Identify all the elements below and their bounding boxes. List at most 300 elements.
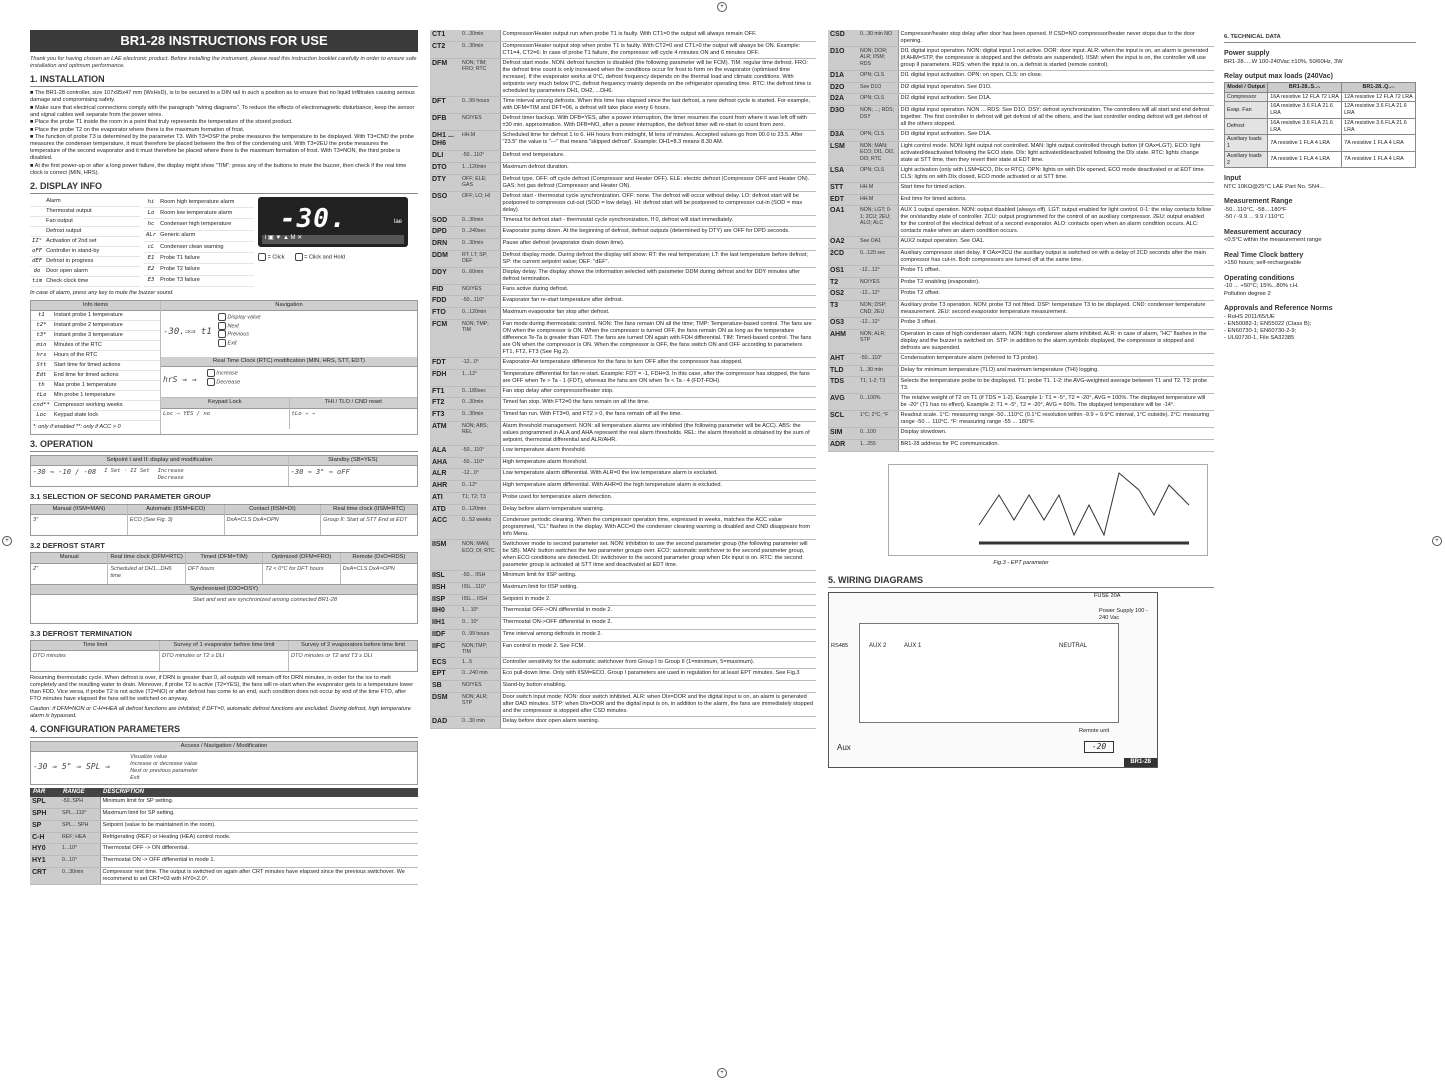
param-row-iism	[430, 540, 816, 571]
relay-table	[1224, 82, 1416, 169]
param-row-fid	[430, 284, 816, 296]
param-range: REF; HEA	[60, 832, 100, 844]
param-row-iih0	[430, 606, 816, 618]
info-items-list	[31, 311, 160, 421]
click-legend	[258, 253, 418, 261]
param-range: OPN; CLS	[858, 70, 898, 82]
col-body: DFT hours	[187, 565, 215, 572]
param-range: OPN; CLS	[858, 130, 898, 142]
param-description: Door switch input mode: NON: door switch inhibited. ALR: when DIx=DOR and the digital input is on, an alarm is generated after DAD minutes. STP: when DIx=DOR and the digital input is on, in addition to the alarm, the fans are immediately stopped and the compressor is stopped after CSD minutes.	[500, 692, 816, 716]
param-description: Switchover mode to second parameter set. NON: inhibition to use the second parameter group (the following parameter will be SB). MAN: button switches the two parameter groups over. ECO: automatic switchover to the second parameter group, when ECO conditions are detected. DI: switchover to the second parameter group when DIx input is on. RTC: the second parameter group is activated at STT time and deactivated at EDT time.	[500, 540, 816, 571]
param-row-d2a	[828, 94, 1214, 106]
param-description: Display delay. The display shows the information selected with parameter DDM during defrost and for DDY minutes after defrost termination.	[500, 267, 816, 284]
legend-text: Keypad state lock	[52, 410, 160, 420]
legend-row	[31, 390, 160, 400]
range-heading: Measurement Range	[1224, 198, 1293, 206]
legend-glyph: cnd**	[31, 400, 52, 410]
param-range: 0...180sec	[460, 386, 500, 398]
param-range: NON; TMP; TIM	[460, 319, 500, 357]
legend-glyph: hc	[144, 219, 158, 230]
relay-heading: Relay output max loads (240Vac)	[1224, 73, 1333, 81]
param-row-t2	[828, 277, 1214, 289]
legend-text: Probe T2 failure	[158, 264, 254, 275]
legend-glyph: dEF	[30, 256, 44, 266]
param-description: Compressor rest time. The output is switched on again after CRT minutes have elapsed since the previous switchover. We recommend to set CRT=03 with HY0<2.0°.	[100, 867, 418, 884]
power-value: BR1-28.....W 100-240Vac ±10%, 50/60Hz, 3W	[1224, 58, 1343, 65]
param-description: Stand-by button enabling.	[500, 681, 816, 693]
param-name: D3A	[828, 130, 858, 142]
param-name: FT2	[430, 398, 460, 410]
param-name: FDH	[430, 369, 460, 386]
col-head: Automatic (IISM=ECO)	[128, 505, 224, 515]
param-row-sim	[828, 428, 1214, 440]
legend-glyph: E1	[144, 253, 158, 264]
param-row-2cd	[828, 248, 1214, 265]
param-description: Probe T2 offset.	[898, 289, 1214, 301]
relay-cell: 7A resistive 1 FLA 4 LRA	[1268, 151, 1342, 168]
approval-item: - EN60730-1; EN60730-2-9;	[1224, 328, 1297, 335]
caution-text: Caution: if DFM=NON or C-H=HEA all defrost functions are inhibited; if DFT=0, automatic defrost functions are excluded. During defrost, high temperature alarm is bypassed.	[30, 706, 411, 720]
param-range: 1°C; 2°C; °F	[858, 411, 898, 428]
legend-glyph: oFF	[30, 246, 44, 256]
param-row-iifc	[430, 641, 816, 657]
param-range: 0...99 hours	[460, 96, 500, 113]
col-body: DTO minutes or T2 and T3 ≥ DLI	[291, 653, 373, 660]
col-head: Contact (IISM=DI)	[225, 505, 321, 515]
rtc-battery-heading: Real Time Clock battery	[1224, 251, 1304, 259]
reset-body: tLo ⇒ ⇒	[291, 410, 316, 417]
relay-col: BR1-28..Q..-.	[1342, 82, 1416, 92]
range-value: -50...110°C, -58....180°F	[1224, 207, 1287, 214]
param-description: DI3 digital input operation. NON ... RDS: See D1O. DSY: defrost synchronization. The controllers will all start and end defrost together. The first controller in defrost will get defrost of all the others, and the last controller ending defrost will get defrost of all the others stopped.	[898, 106, 1214, 130]
param-range: HH.M	[858, 182, 898, 194]
col-range: RANGE	[60, 788, 100, 798]
param-row-d3o	[828, 106, 1214, 130]
param-name: SOD	[430, 215, 460, 227]
installation-item: ■ Make sure that electrical connections comply with the paragraph "wiring diagrams". To reduce the effects of electromagnetic disturbance, keep the sensor and signal cables well separate from the power wires.	[30, 104, 415, 118]
rs485-label: RS485	[831, 643, 849, 650]
standby-body: -30 ⇒ 3" ⇒ oFF	[290, 468, 350, 477]
config-nav-box	[30, 741, 418, 785]
param-name: IIH1	[430, 618, 460, 630]
param-row-ala	[430, 445, 816, 457]
param-name: ATI	[430, 492, 460, 504]
param-range: NON; ABS; REL	[460, 421, 500, 445]
legend-row	[30, 197, 140, 206]
param-row-atd	[430, 504, 816, 516]
param-description: DI1 digital input operation. NON: digital input 1 not active. DOR: door input. ALR: when the input is on, an alarm is generated (if AHM=STP, the compressor is stopped and the defrosts are suspended). IISM: when the input is on, the controller will use group II parameters. RDS: when the input is on, a defrost is started (remote control).	[898, 46, 1214, 70]
col-head: Time limit	[31, 641, 159, 651]
legend-glyph: t1	[31, 311, 52, 320]
legend-row	[30, 246, 140, 256]
col-head: Remote (DxO=RDS)	[341, 553, 417, 563]
param-name: OS1	[828, 265, 858, 277]
param-description: Timeout for defrost start - thermostat cycle synchronization. If 0, defrost will start immediately.	[500, 215, 816, 227]
param-table-2	[430, 30, 816, 729]
fuse-label: FUSE 20A	[1094, 593, 1121, 600]
param-description: Auxiliary probe T3 operation. NON: probe T3 not fitted. DSP: temperature T3 to be displayed. CND: condenser temperature measurement. 2EU: second evaporator temperature measurement.	[898, 301, 1214, 318]
legend-glyph: II°	[30, 236, 44, 246]
param-description: Delay before door open alarm warning.	[500, 716, 816, 728]
param-range: 0...30min	[460, 215, 500, 227]
legend-row	[31, 361, 160, 371]
param-range: -50...110°	[460, 296, 500, 308]
param-row-tld	[828, 365, 1214, 377]
param-row-ecs	[430, 657, 816, 669]
param-name: FDT	[430, 357, 460, 369]
legend-row	[31, 311, 160, 320]
param-range: SPL...110°	[60, 809, 100, 821]
exit-button-icon	[218, 339, 226, 347]
param-row-d3a	[828, 130, 1214, 142]
param-range: 0...100%	[858, 394, 898, 411]
param-range: NON; ALR; STP	[858, 329, 898, 353]
param-row-t3	[828, 301, 1214, 318]
standby-head: Standby (SB=YES)	[289, 456, 417, 466]
col-desc: DESCRIPTION	[100, 788, 418, 798]
defrost-start-box	[30, 552, 418, 623]
legend-glyph	[30, 197, 44, 206]
legend-row	[30, 217, 140, 227]
down-button-icon	[218, 322, 226, 330]
legend-text: Probe T1 failure	[158, 253, 254, 264]
param-name: FID	[430, 284, 460, 296]
param-description: Controller sensitivity for the automatic switchover from Group I to Group II (1=minimum, 5=maximum).	[500, 657, 816, 669]
param-description: Setpoint in mode 2.	[500, 594, 816, 606]
col-body: DxA=CLS DxA=OPN	[342, 565, 395, 572]
param-row-iidf	[430, 629, 816, 641]
legend-row	[144, 264, 254, 275]
param-description: Condenser periodic cleaning. When the compressor operation time, expressed in weeks, matches the ACC value programmed, "CL" flashes in the display. With ACC=0 the condenser cleaning warning is disabled and CND disappears from Info Menu.	[500, 516, 816, 540]
legend-text: Min probe 1 temperature	[52, 390, 160, 400]
param-row-dso	[430, 191, 816, 215]
column-1	[30, 30, 418, 885]
reset-head: THI / TLO / CND reset	[290, 398, 418, 408]
resume-text: Resuming thermostatic cycle. When defrost is over, if DRN is greater than 0, all outputs will remain off for DRN minutes, in order for the ice to melt completely and the resulting water to drain. Moreover, if probe T2 is active (T2=YES), the fans will re-start when the evaporator gets to a temperature lower than FDD. Vice versa, if probe T2 is not active (T2=NO) or after defrost has come to an end, such condition does not occur by end of the time FTO, after FTO minutes have elapsed the fans will be switched on anyway.	[30, 675, 414, 703]
param-range: 0...30min	[460, 239, 500, 251]
param-name: TDS	[828, 377, 858, 394]
legend-glyph: tim	[30, 276, 44, 286]
legend-row	[144, 208, 254, 219]
param-name: OS2	[828, 289, 858, 301]
param-row-oa2	[828, 237, 1214, 249]
param-name: ATM	[430, 421, 460, 445]
legend-row	[144, 275, 254, 286]
legend-text: Minutes of the RTC	[52, 341, 160, 351]
legend-text: Probe T3 failure	[158, 275, 254, 286]
lcd-display	[258, 197, 408, 247]
installation-item: ■ Place the probe T2 on the evaporator where there is the maximum formation of frost.	[30, 126, 245, 133]
param-name: OS3	[828, 318, 858, 330]
param-range: IISL...110°	[460, 582, 500, 594]
legend-glyph: Stt	[31, 361, 52, 371]
param-name: 2CD	[828, 248, 858, 265]
legend-row	[31, 381, 160, 391]
col-body: DxA=CLS DxA=OPN	[226, 517, 279, 524]
param-range: 1...30 min	[858, 365, 898, 377]
param-range: NON; LGT; 0-1; 2CU; 2EU; ALO; ALC	[858, 206, 898, 237]
legend-text: Defrost in progress	[44, 256, 140, 266]
param-range: 1...255	[858, 440, 898, 452]
display-panel	[258, 197, 418, 287]
setpoint-body: -30 ⇒ -10 / -08 I Set · II Set Increase Decrease	[33, 468, 184, 482]
param-description: Time interval among defrosts. When this time has elapsed since the last defrost, a new defrost cycle is started. For example, with DFM=TIM and DFT=06, a defrost will take place every 6 hours.	[500, 96, 816, 113]
param-name: CSD	[828, 30, 858, 46]
param-range: OFF; LO; HI	[460, 191, 500, 215]
param-description: Thermostat OFF->ON differential in mode 2.	[500, 606, 816, 618]
legend-text: Alarm	[44, 197, 140, 206]
col-head: Manual	[31, 553, 107, 563]
param-description: Maximum evaporator fan stop after defrost.	[500, 308, 816, 320]
intro-text: Thank you for having chosen an LAE electronic product. Before installing the instrument, please read this instruction booklet carefully in order to ensure safe installation and optimum performance.	[30, 56, 417, 70]
param-row-hy0	[30, 844, 418, 856]
param-range: 0...120min	[460, 308, 500, 320]
info-items-head: Info items	[31, 301, 160, 311]
param-range: -50...110°	[858, 353, 898, 365]
legend-glyph: ALr	[144, 230, 158, 241]
param-description: Compressor/Heater output stop when probe T1 is faulty. With CT2=0 and CT1>0 the output will always be ON. Example: CT1=4, CT2=6: In case of probe T1 failure, the compressor will cycle 4 minutes ON and 6 minutes OFF.	[500, 41, 816, 58]
param-row-dh1-dh6	[430, 130, 816, 151]
param-name: DFB	[430, 113, 460, 130]
section-config-heading: 4. CONFIGURATION PARAMETERS	[30, 724, 418, 737]
param-name: IIH0	[430, 606, 460, 618]
installation-item: ■ At the first power-up or after a long power failure, the display might show "TIM": press any of the buttons to mute the buzzer, then check if the real time clock is correct (MIN, HRS).	[30, 162, 407, 176]
param-range: -50... IISH	[460, 571, 500, 583]
up-button-icon	[218, 330, 226, 338]
legend-text: Room low temperature alarm	[158, 208, 254, 219]
relay-row	[1225, 102, 1416, 119]
legend-row	[144, 253, 254, 264]
config-nav-body: -30 ⇒ 5" ⇒ SPL ⇒ Visualize value Increase or decrease value Next or previous parameter Exit	[33, 753, 198, 781]
param-row-dty	[430, 174, 816, 191]
legend-glyph	[30, 217, 44, 227]
col-head: Survey of 1 evaporator before time limit	[160, 641, 288, 651]
legend-text: Room high temperature alarm	[158, 197, 254, 208]
param-name: HY0	[30, 844, 60, 856]
legend-row	[144, 197, 254, 208]
param-name: DSO	[430, 191, 460, 215]
legend-text: Generic alarm	[158, 230, 254, 241]
param-name: STT	[828, 182, 858, 194]
param-row-alr	[430, 469, 816, 481]
click-legend-item: = Click	[258, 253, 285, 261]
param-description: Defrost end temperature.	[500, 151, 816, 163]
param-description: Timed fan stop. With FT2=0 the fans remain on all the time.	[500, 398, 816, 410]
section-installation-heading: 1. INSTALLATION	[30, 74, 418, 87]
param-name: DDM	[430, 250, 460, 267]
param-description: Low temperature alarm threshold.	[500, 445, 816, 457]
param-row-acc	[430, 516, 816, 540]
model-label: BR1-28	[1124, 758, 1157, 768]
param-row-edt	[828, 194, 1214, 206]
param-row-dad	[430, 716, 816, 728]
legend-glyph: hi	[144, 197, 158, 208]
param-row-scl	[828, 411, 1214, 428]
relay-cell: 16A resistive 3.6 FLA 21.6 LRA	[1268, 102, 1342, 119]
legend-text: Compressor working weeks	[52, 400, 160, 410]
param-description: DI3 digital input activation. See D1A.	[898, 130, 1214, 142]
controller-terminals	[859, 623, 1119, 723]
legend-row	[31, 371, 160, 381]
column-4	[1224, 30, 1416, 343]
param-description: Fan control in mode 2. See FCM.	[500, 641, 816, 657]
param-range: 1... 10°	[460, 606, 500, 618]
relay-cell: 12A resistive 12 FLA 72 LRA	[1342, 92, 1416, 102]
relay-cell: Defrost	[1225, 118, 1268, 135]
param-row-spl	[30, 797, 418, 808]
input-heading: Input	[1224, 175, 1242, 183]
col-body: DTO minutes or T2 ≥ DLI	[162, 653, 225, 660]
defrost-termination-box	[30, 640, 418, 672]
param-row-drn	[430, 239, 816, 251]
param-range: 0...12°	[460, 481, 500, 493]
legend-row	[30, 226, 140, 236]
param-name: FCM	[430, 319, 460, 357]
param-description: Time interval among defrosts in mode 2.	[500, 629, 816, 641]
relay-cell: Auxiliary loads 2	[1225, 151, 1268, 168]
param-description: Light control mode. NON: light output not controlled. MAN: light output controlled through button (if OAx=LGT). ECO: light activated/deactivated following the ECO state. DIx: light activated/deactivated following the DIx state. RTC: lights change state at STT time, then they revert their state at EDT time.	[898, 141, 1214, 165]
param-name: D1O	[828, 46, 858, 70]
param-description: Timed fan run. With FT3=0, and FT2 > 0, the fans remain off all the time.	[500, 410, 816, 422]
param-row-stt	[828, 182, 1214, 194]
param-range: -50...110°	[460, 457, 500, 469]
param-row-ahr	[430, 481, 816, 493]
legend-text: Fan output	[44, 217, 140, 227]
param-description: Temperature differential for fan re-start. Example: FDT = -1, FDH=3. In this case, after the compressor has stopped, the fans are OFF when Te > Ta - 1 (FDT), whereas the fans are ON when Te < Ta - 4 (FDT-FDH).	[500, 369, 816, 386]
param-range: OPN; CLS	[858, 165, 898, 182]
registration-mark-icon: +	[717, 2, 727, 12]
param-name: DLI	[430, 151, 460, 163]
legend-row	[31, 400, 160, 410]
param-row-oa1	[828, 206, 1214, 237]
param-row-aht	[828, 353, 1214, 365]
aux1-label: AUX 1	[904, 643, 922, 650]
param-row-dfb	[430, 113, 816, 130]
param-description: DI2 digital input operation. See D1O.	[898, 82, 1214, 94]
param-row-iish	[430, 582, 816, 594]
param-name: AHT	[828, 353, 858, 365]
param-range: T1; 1-2; T3	[858, 377, 898, 394]
registration-mark-icon: +	[1432, 536, 1442, 546]
param-range: 0...30 min NO	[858, 30, 898, 46]
param-range: NO/YES	[858, 277, 898, 289]
legend-row	[30, 276, 140, 286]
registration-mark-icon: +	[2, 536, 12, 546]
param-name: ECS	[430, 657, 460, 669]
up-button-icon	[207, 369, 215, 377]
installation-item: ■ Place the probe T1 inside the room in a point that truly represents the temperature of the stored product.	[30, 119, 293, 126]
relay-cell: Auxiliary loads 1	[1225, 135, 1268, 152]
param-name: DPD	[430, 227, 460, 239]
fig3-ept-chart	[888, 464, 1208, 556]
legend-text: Condenser clean warning	[158, 241, 254, 252]
operating-heading: Operating conditions	[1224, 274, 1295, 282]
param-name: AHR	[430, 481, 460, 493]
param-description: Thermostat OFF -> ON differential.	[100, 844, 418, 856]
param-description: Selects the temperature probe to be displayed. T1: probe T1. 1-2: the AVG-weighted average between T1 and T2. T3: probe T3.	[898, 377, 1214, 394]
param-name: HY1	[30, 856, 60, 868]
legend-row	[31, 341, 160, 351]
param-name: SP	[30, 820, 60, 832]
param-name: DSM	[430, 692, 460, 716]
param-name: FDD	[430, 296, 460, 308]
param-range: -12...12°	[858, 265, 898, 277]
config-nav-example: -30 ⇒ 5" ⇒ SPL ⇒	[33, 761, 111, 771]
installation-list	[30, 90, 418, 176]
param-name: ACC	[430, 516, 460, 540]
column-3	[828, 30, 1214, 768]
legend-row	[30, 207, 140, 217]
param-range: 0...99 hours	[460, 629, 500, 641]
param-name: DRN	[430, 239, 460, 251]
relay-cell: 16A resistive 3.6 FLA 21.6 LRA	[1268, 118, 1342, 135]
section-technical-heading: 6. TECHNICAL DATA	[1224, 34, 1416, 43]
col-head: Survey of 2 evaporators before time limit	[289, 641, 417, 651]
param-range: 0...120min	[460, 504, 500, 516]
section-3-2-heading: 3.2 DEFROST START	[30, 541, 105, 551]
param-name: T3	[828, 301, 858, 318]
param-description: Probe used for temperature alarm detection.	[500, 492, 816, 504]
param-range: OPN; CLS	[858, 94, 898, 106]
param-range: IISL... IISH	[460, 594, 500, 606]
param-row-dpd	[430, 227, 816, 239]
param-description: Maximum limit for SP setting.	[100, 809, 418, 821]
lcd-button-strip: i ▣ ▼ ▲ M ✕	[262, 235, 404, 244]
param-row-iisp	[430, 594, 816, 606]
section-3-3-heading: 3.3 DEFROST TERMINATION	[30, 628, 132, 638]
legend-glyph: E2	[144, 264, 158, 275]
param-description: BR1-28 address for PC communication.	[898, 440, 1214, 452]
param-range: SPL... SPH	[60, 820, 100, 832]
aux-label: Aux	[837, 743, 851, 753]
param-range: HH.M	[858, 194, 898, 206]
legend-text: Hours of the RTC	[52, 351, 160, 361]
param-range: -12...12°	[858, 318, 898, 330]
param-row-sb	[430, 681, 816, 693]
param-description: Probe T1 offset.	[898, 265, 1214, 277]
legend-glyph: min	[31, 341, 52, 351]
legend-row	[31, 331, 160, 341]
param-name: DAD	[430, 716, 460, 728]
relay-corner: Model / Output	[1225, 82, 1268, 92]
param-description: Refrigerating (REF) or Heating (HEA) control mode.	[100, 832, 418, 844]
param-row-fto	[430, 308, 816, 320]
remote-display: -20	[1084, 741, 1114, 753]
param-row-d1a	[828, 70, 1214, 82]
param-name: SPL	[30, 797, 60, 808]
param-description: Probe T2 enabling (evaporator).	[898, 277, 1214, 289]
param-range: See OA1	[858, 237, 898, 249]
down-button-icon	[207, 378, 215, 386]
rtc-modification-body: hrS ⇒ ⇒ Increase Decrease	[161, 367, 417, 397]
param-description: AUX2 output operation. See OA1.	[898, 237, 1214, 249]
col-body: DTO minutes	[33, 653, 66, 660]
param-range: -50...110°	[460, 151, 500, 163]
param-table-3	[828, 30, 1214, 452]
power-heading: Power supply	[1224, 50, 1270, 58]
param-range: NO/YES	[460, 681, 500, 693]
param-description: Defrost timer backup. With DFB=YES, after a power interruption, the timer resumes the count from where it was left off with ±30 min. approximation. With DFB=NO, after a power interruption, the defrost timer will re-start to count from zero.	[500, 113, 816, 130]
param-name: D2A	[828, 94, 858, 106]
legend-glyph: th	[31, 381, 52, 391]
param-name: DTO	[430, 162, 460, 174]
range-value: -50 / -9.9 ... 9.9 / 110°C	[1224, 214, 1284, 221]
param-description: Maximum defrost duration.	[500, 162, 816, 174]
param-range: 1...120min	[460, 162, 500, 174]
param-row-ft2	[430, 398, 816, 410]
param-name: IIDF	[430, 629, 460, 641]
legend-row	[30, 266, 140, 276]
